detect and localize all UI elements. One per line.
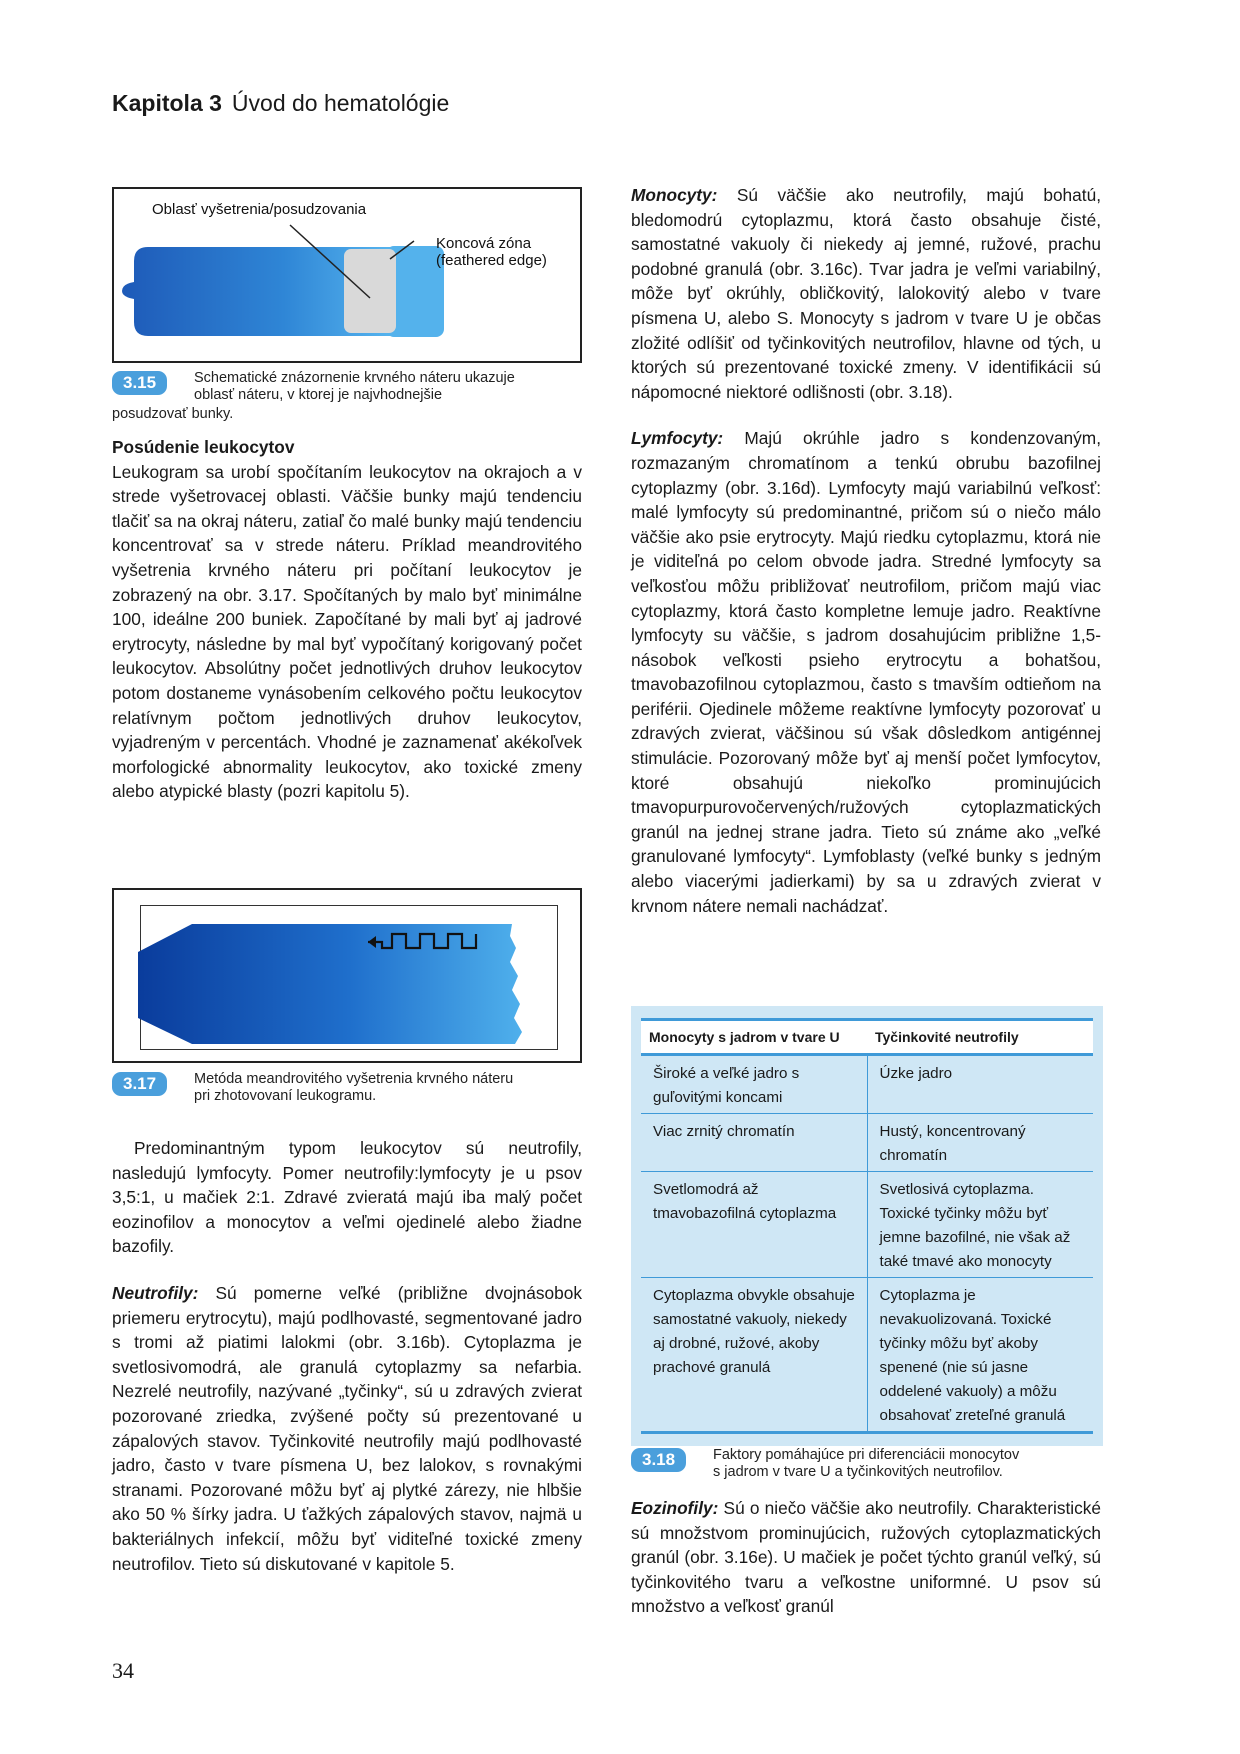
table-cell: Svetlosivá cytoplazma. Toxické tyčinky môžu byť jemne bazofilné, nie však až také tmavé ako monocyty: [867, 1172, 1093, 1278]
label-examination-area: Oblasť vyšetrenia/posudzovania: [152, 201, 367, 218]
caption-line-1: Schematické znázornenie krvného náteru ukazuje: [194, 370, 515, 386]
table-row: [641, 1278, 1093, 1433]
paragraph-predominance: Predominantným typom leukocytov sú neutrofily, nasledujú lymfocyty. Pomer neutrofily:lymfocyty je u psov 3,5:1, u mačiek 2:1. Zdravé zvieratá majú iba malý počet eozinofilov a monocytov a veľmi ojedinelé alebo žiadne bazofily.: [112, 1138, 582, 1257]
caption-line-1: Metóda meandrovitého vyšetrenia krvného náteru: [194, 1071, 514, 1087]
examination-area: [344, 249, 396, 333]
table-row: [641, 1055, 1093, 1114]
paragraph-eosinophils: [631, 1496, 1101, 1619]
figure-3-17-caption: [112, 1071, 514, 1104]
table-cell: Cytoplazma je nevakuolizovaná. Toxické tyčinky môžu byť akoby spenené (nie sú jasne oddelené vakuoly) a môžu obsahovať zreteľné granulá: [867, 1278, 1093, 1433]
caption-line-2: oblasť náteru, v ktorej je najvhodnejšie: [194, 387, 443, 403]
figure-3-15-caption: [112, 370, 515, 422]
section-heading: Posúdenie leukocytov: [112, 437, 295, 457]
label-feathered-edge-1: Koncová zóna: [436, 235, 532, 252]
table-header-monocytes: Monocyty s jadrom v tvare U: [641, 1020, 867, 1055]
chapter-header: [112, 90, 449, 117]
paragraph-neutrophils: [112, 1281, 582, 1576]
table-header-neutrophils: Tyčinkovité neutrofily: [867, 1020, 1093, 1055]
table-cell: Svetlomodrá až tmavobazofilná cytoplazma: [641, 1172, 867, 1278]
caption-line-3: posudzovať bunky.: [112, 406, 234, 422]
figure-badge-3-18: 3.18: [631, 1448, 686, 1472]
table-cell: Viac zrnitý chromatín: [641, 1114, 867, 1172]
right-column-upper: [631, 183, 1101, 918]
eosinophils-lead: Eozinofily:: [631, 1498, 719, 1518]
table-3-18: [631, 1006, 1103, 1446]
eosinophils-text: Sú o niečo väčšie ako neutrofily. Charakteristické sú množstvom prominujúcich, ružových cytoplazmatických granúl (obr. 3.16e). U mačiek je počet týchto granúl veľký, sú tyčinkovitého tvaru a veľkostne uniformné. U psov sú množstvo a veľkosť granúl: [631, 1498, 1101, 1617]
neutrophils-lead: Neutrofily:: [112, 1282, 199, 1303]
table-row: [641, 1172, 1093, 1278]
table-cell: Hustý, koncentrovaný chromatín: [867, 1114, 1093, 1172]
left-column-lower: [112, 1136, 582, 1576]
caption-line-2: pri zhotovovaní leukogramu.: [194, 1088, 377, 1104]
table-cell: Široké a veľké jadro s guľovitými koncami: [641, 1055, 867, 1114]
table-cell: Úzke jadro: [867, 1055, 1093, 1114]
caption-line-1: Faktory pomáhajúce pri diferenciácii monocytov: [713, 1447, 1020, 1463]
paragraph-monocytes: [631, 183, 1101, 404]
table-row: [641, 1114, 1093, 1172]
figure-3-15: [112, 187, 582, 363]
figure-badge-3-15: 3.15: [112, 371, 167, 395]
paragraph-leukogram: Leukogram sa urobí spočítaním leukocytov na okrajoch a v strede vyšetrovacej oblasti. Väčšie bunky majú tendenciu tlačiť sa na okraj náteru, zatiaľ čo malé bunky majú tendenciu koncentrovať sa v strede náteru. Príklad meandrovitého vyšetrenia krvného náteru pri počítaní leukocytov je zobrazený na obr. 3.17. Spočítaných by malo byť minimálne 100, ideálne 200 buniek. Započítané by mali byť aj jadrové erytrocyty, následne by mal byť vypočítaný korigovaný počet leukocytov. Absolútny počet jednotlivých druhov leukocytov potom dostaneme vynásobením celkového počtu leukocytov relatívnym počtom jednotlivých druhov leukocytov, vyjadreným v percentách. Vhodné je zaznamenať akékoľvek morfologické abnormality leukocytov, ako toxické zmeny alebo atypické blasty (pozri kapitolu 5).: [112, 461, 582, 802]
figure-badge-3-17: 3.17: [112, 1072, 167, 1096]
meander-diagram: [114, 890, 580, 1061]
table-3-18-caption: [631, 1447, 1020, 1480]
lymphocytes-text: Majú okrúhle jadro s kondenzovaným, rozmazaným chromatínom a tenkú obrubu bazofilnej cytoplazmy (obr. 3.16d). Lymfocyty majú variabilnú veľkosť: malé lymfocyty sú predominantné, pričom sú o niečo málo väčšie ako psie erytrocyty. Majú riedku cytoplazmu, ktorá nie je viditeľná po celom obvode jadra. Stredné lymfocyty sa veľkosťou môžu približovať neutrofilom, pričom majú viac cytoplazmy, ktorá často kompletne lemuje jadro. Reaktívne lymfocyty su väčšie, s jadrom dosahujúcim približne 1,5-násobok veľkosti psieho erytrocytu a bohatšou, tmavobazofilnou cytoplazmou, často s tmavším odtieňom na periférii. Ojedinele môžeme reaktívne lymfocyty pozorovať u zdravých zvierat, väčšinou sú však dôsledkom antigénnej stimulácie. Pozorovaný môže byť aj menší počet lymfocytov, ktoré obsahujú niekoľko prominujúcich tmavopurpurovočervených/ružových cytoplazmatických granúl na jednej strane jadra. Tieto sú známe ako „veľké granulované lymfocyty“. Lymfoblasty (veľké bunky s jedným alebo viacerými jadierkami) by sa u zdravých zvierat v krvnom nátere nemali nachádzať.: [631, 428, 1101, 916]
figure-3-17: [112, 888, 582, 1063]
comparison-table: [641, 1018, 1093, 1434]
caption-line-2: s jadrom v tvare U a tyčinkovitých neutrofilov.: [713, 1464, 1003, 1480]
left-column-upper: [112, 435, 582, 804]
chapter-title: Úvod do hematológie: [231, 90, 450, 116]
paragraph-lymphocytes: [631, 426, 1101, 918]
label-feathered-edge-2: (feathered edge): [436, 252, 547, 269]
right-column-lower: [631, 1496, 1101, 1619]
lymphocytes-lead: Lymfocyty:: [631, 428, 724, 449]
monocytes-text: Sú väčšie ako neutrofily, majú bohatú, bledomodrú cytoplazmu, ktorá často obsahuje čisté, samostatné vakuoly či niekedy aj jemné, ružové, prachu podobné granulá (obr. 3.16c). Tvar jadra je veľmi variabilný, môže byť okrúhly, obličkovitý, lalokovitý alebo v tvare písmena U, alebo S. Monocyty s jadrom v tvare U je občas zložité odlíšiť od tyčinkovitých neutrofilov, hlavne od tých, u ktorých sú prezentované toxické zmeny. V identifikácii sú nápomocné niektoré odlišnosti (obr. 3.18).: [631, 185, 1101, 402]
page-number: 34: [112, 1658, 134, 1683]
chapter-number: Kapitola 3: [112, 90, 222, 116]
monocytes-lead: Monocyty:: [631, 185, 718, 205]
smear-shape: [138, 924, 522, 1044]
neutrophils-text: Sú pomerne veľké (približne dvojnásobok priemeru erytrocytu), majú podlhovasté, segmentované jadro s tromi až piatimi lalokmi (obr. 3.16b). Cytoplazma je svetlosivomodrá, ale granulá cytoplazmy sa nefarbia. Nezrelé neutrofily, nazývané „tyčinky“, sú u zdravých zvierat pozorované zriedka, zvýšené počty sú prezentované u zápalových stavov. Tyčinkovité neutrofily majú podlhovasté jadro, často v tvare písmena U, bez lalokov, s rovnakými stranami. Pozorované môžu byť aj plytké zárezy, nie hlbšie ako 50 % šírky jadra. U ťažkých zápalových stavov, najmä u bakteriálnych infekcií, môžu byť viditeľné toxické zmeny neutrofilov. Tieto sú diskutované v kapitole 5.: [112, 1282, 582, 1574]
table-cell: Cytoplazma obvykle obsahuje samostatné vakuoly, niekedy aj drobné, ružové, akoby prachové granulá: [641, 1278, 867, 1433]
